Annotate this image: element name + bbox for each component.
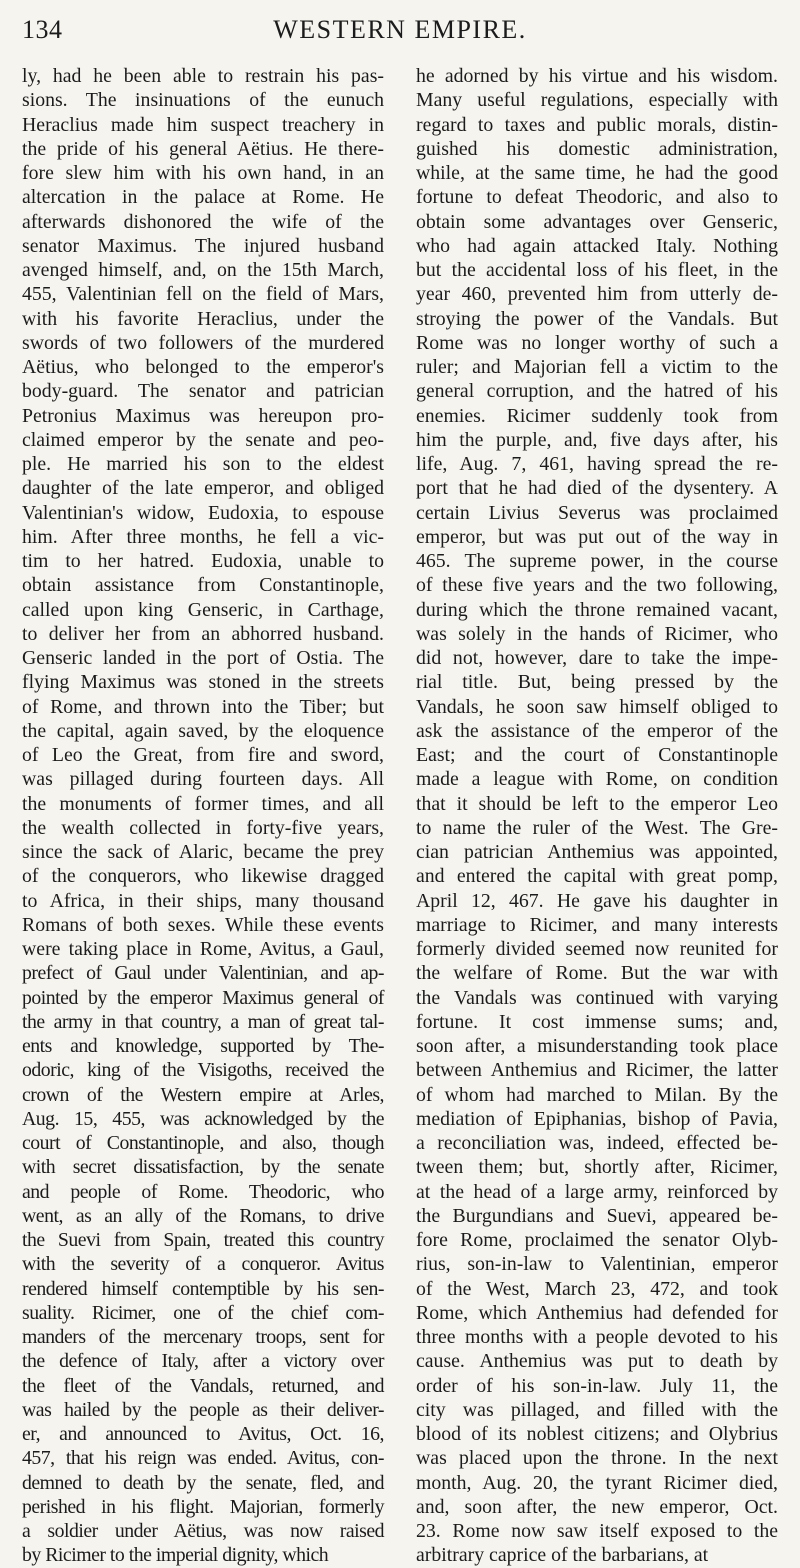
text-line: sions. The insinuations of the eunuch xyxy=(22,89,384,112)
text-line: flying Maximus was stoned in the streets xyxy=(22,671,384,694)
text-line: was placed upon the throne. In the next xyxy=(416,1447,778,1470)
text-line: 465. The supreme power, in the course xyxy=(416,550,778,572)
text-line: the welfare of Rome. But the war with xyxy=(416,962,778,985)
text-line: cause. Anthemius was put to death by xyxy=(416,1350,778,1373)
text-line: and people of Rome. Theodoric, who xyxy=(22,1180,384,1203)
text-line: month, Aug. 20, the tyrant Ricimer died, xyxy=(416,1471,778,1494)
text-line: obtain assistance from Constantinople, xyxy=(22,574,384,597)
running-head: WESTERN EMPIRE. xyxy=(273,15,527,44)
text-line: that it should be left to the emperor Leo xyxy=(416,792,778,815)
text-line: fortune to defeat Theodoric, and also to xyxy=(416,186,778,209)
text-line: fortune. It cost immense sums; and, xyxy=(416,1010,778,1033)
text-line: to Africa, in their ships, many thousand xyxy=(22,889,384,912)
text-line: stroying the power of the Vandals. But xyxy=(416,307,778,330)
text-line: certain Livius Severus was proclaimed xyxy=(416,501,778,524)
text-line: was hailed by the people as their deliver- xyxy=(22,1398,384,1421)
text-line: went, as an ally of the Romans, to drive xyxy=(22,1204,384,1227)
text-line: tween them; but, shortly after, Ricimer, xyxy=(416,1156,778,1179)
text-line: to name the ruler of the West. The Gre- xyxy=(416,816,778,839)
text-line: regard to taxes and public morals, distin- xyxy=(416,113,778,136)
text-line: year 460, prevented him from utterly de- xyxy=(416,283,778,306)
text-line: the Suevi from Spain, treated this country xyxy=(22,1229,384,1251)
text-line: made a league with Rome, on condition xyxy=(416,768,778,791)
text-line: mediation of Epiphanias, bishop of Pavia, xyxy=(416,1107,778,1130)
text-line: crown of the Western empire at Arles, xyxy=(22,1083,384,1106)
text-line: with secret dissatisfaction, by the senate xyxy=(22,1156,384,1179)
text-line: order of his son-in-law. July 11, the xyxy=(416,1374,778,1397)
text-line: ruler; and Majorian fell a victim to the xyxy=(416,356,778,378)
text-line: rius, son-in-law to Valentinian, emperor xyxy=(416,1253,778,1276)
text-line: during which the throne remained vacant, xyxy=(416,598,778,621)
text-line: East; and the court of Constantinople xyxy=(416,744,778,766)
text-line: who had again attacked Italy. Nothing xyxy=(416,234,778,257)
text-line: of these five years and the two following, xyxy=(416,574,778,597)
text-line: and entered the capital with great pomp, xyxy=(416,865,778,888)
text-line: claimed emperor by the senate and peo- xyxy=(22,428,384,451)
text-line: rendered himself contemptible by his sen- xyxy=(22,1277,384,1300)
text-line: Many useful regulations, especially with xyxy=(416,89,778,112)
text-line: Vandals, he soon saw himself obliged to xyxy=(416,695,778,718)
text-line: 23. Rome now saw itself exposed to the xyxy=(416,1520,778,1542)
text-line: court of Constantinople, and also, though xyxy=(22,1132,384,1154)
text-line: of the West, March 23, 472, and took xyxy=(416,1277,778,1300)
text-line: prefect of Gaul under Valentinian, and ap- xyxy=(22,962,384,985)
text-line: daughter of the late emperor, and obliged xyxy=(22,477,384,500)
text-line: of the conquerors, who likewise dragged xyxy=(22,865,384,888)
text-line: the monuments of former times, and all xyxy=(22,792,384,815)
text-line: since the sack of Alaric, became the prey xyxy=(22,841,384,863)
text-line: pointed by the emperor Maximus general of xyxy=(22,986,384,1009)
text-line: cian patrician Anthemius was appointed, xyxy=(416,841,778,863)
text-line: April 12, 467. He gave his daughter in xyxy=(416,889,778,912)
text-line: emperor, but was put out of the way in xyxy=(416,525,778,548)
text-line: with the severity of a conqueror. Avitus xyxy=(22,1253,384,1276)
text-line: 457, that his reign was ended. Avitus, con- xyxy=(22,1447,384,1470)
text-line: the army in that country, a man of great tal- xyxy=(22,1010,384,1033)
text-line: fore slew him with his own hand, in an xyxy=(22,162,384,184)
text-line: manders of the mercenary troops, sent for xyxy=(22,1326,384,1348)
text-line: ents and knowledge, supported by The- xyxy=(22,1035,384,1057)
text-line: but the accidental loss of his fleet, in the xyxy=(416,259,778,281)
text-line: the pride of his general Aëtius. He there- xyxy=(22,137,384,160)
text-line: blood of its noblest citizens; and Olybrius xyxy=(416,1423,778,1445)
text-line: did not, however, dare to take the impe- xyxy=(416,647,778,669)
text-line: guished his domestic administration, xyxy=(416,137,778,160)
text-line: while, at the same time, he had the good xyxy=(416,162,778,184)
text-line: formerly divided seemed now reunited for xyxy=(416,938,778,960)
text-line: the Burgundians and Suevi, appeared be- xyxy=(416,1204,778,1227)
text-line: body-guard. The senator and patrician xyxy=(22,380,384,403)
text-line: avenged himself, and, on the 15th March, xyxy=(22,259,384,281)
left-text-column xyxy=(22,64,384,1567)
text-line: Rome, which Anthemius had defended for xyxy=(416,1301,778,1324)
text-line: suality. Ricimer, one of the chief com- xyxy=(22,1301,384,1324)
text-line: ask the assistance of the emperor of the xyxy=(416,719,778,742)
text-line: altercation in the palace at Rome. He xyxy=(22,186,384,209)
text-line: and, soon after, the new emperor, Oct. xyxy=(416,1495,778,1518)
text-line: city was pillaged, and filled with the xyxy=(416,1398,778,1421)
text-line: Romans of both sexes. While these events xyxy=(22,913,384,936)
text-line: senator Maximus. The injured husband xyxy=(22,234,384,257)
text-line: at the head of a large army, reinforced by xyxy=(416,1180,778,1203)
text-line: him the purple, and, five days after, his xyxy=(416,428,778,451)
text-line: the defence of Italy, after a victory over xyxy=(22,1350,384,1373)
page-header xyxy=(0,0,800,58)
text-line: marriage to Ricimer, and many interests xyxy=(416,913,778,936)
right-text-column xyxy=(416,64,778,1567)
text-line: a soldier under Aëtius, was now raised xyxy=(22,1520,384,1542)
text-line: with his favorite Heraclius, under the xyxy=(22,307,384,330)
text-line: Petronius Maximus was hereupon pro- xyxy=(22,404,384,427)
text-line: Rome was no longer worthy of such a xyxy=(416,331,778,354)
text-line: tim to her hatred. Eudoxia, unable to xyxy=(22,550,384,572)
text-line: were taking place in Rome, Avitus, a Gaul, xyxy=(22,938,384,960)
text-line: odoric, king of the Visigoths, received the xyxy=(22,1059,384,1082)
text-line: of Leo the Great, from fire and sword, xyxy=(22,744,384,766)
text-line: by Ricimer to the imperial dignity, which xyxy=(22,1544,329,1567)
text-line: the wealth collected in forty-five years, xyxy=(22,816,384,839)
text-line: he adorned by his virtue and his wisdom. xyxy=(416,65,778,87)
text-line: the Vandals was continued with varying xyxy=(416,986,778,1009)
text-line: rial title. But, being pressed by the xyxy=(416,671,778,694)
text-line: ly, had he been able to restrain his pas- xyxy=(22,65,384,87)
text-line: was pillaged during fourteen days. All xyxy=(22,768,384,791)
text-line: Aug. 15, 455, was acknowledged by the xyxy=(22,1107,384,1130)
text-line: swords of two followers of the murdered xyxy=(22,331,384,354)
text-line: demned to death by the senate, fled, and xyxy=(22,1471,384,1494)
text-line: called upon king Genseric, in Carthage, xyxy=(22,598,384,621)
text-line: Heraclius made him suspect treachery in xyxy=(22,113,384,136)
page-number: 134 xyxy=(22,15,63,44)
text-line: arbitrary caprice of the barbarians, at xyxy=(416,1544,709,1567)
text-line: enemies. Ricimer suddenly took from xyxy=(416,404,778,427)
text-line: was solely in the hands of Ricimer, who xyxy=(416,622,778,645)
text-line: Genseric landed in the port of Ostia. The xyxy=(22,647,384,669)
text-line: between Anthemius and Ricimer, the latter xyxy=(416,1059,778,1082)
text-line: ple. He married his son to the eldest xyxy=(22,453,384,475)
text-line: of whom had marched to Milan. By the xyxy=(416,1083,778,1106)
text-line: a reconciliation was, indeed, effected be- xyxy=(416,1132,778,1154)
text-line: 455, Valentinian fell on the field of Mars, xyxy=(22,283,384,306)
text-line: Valentinian's widow, Eudoxia, to espouse xyxy=(22,501,384,524)
text-line: three months with a people devoted to his xyxy=(416,1326,778,1348)
text-line: to deliver her from an abhorred husband. xyxy=(22,622,384,645)
text-line: the capital, again saved, by the eloquence xyxy=(22,719,384,742)
text-line: general corruption, and the hatred of his xyxy=(416,380,778,403)
text-line: soon after, a misunderstanding took place xyxy=(416,1035,778,1057)
text-line: the fleet of the Vandals, returned, and xyxy=(22,1374,384,1397)
text-line: Aëtius, who belonged to the emperor's xyxy=(22,356,384,378)
text-line: him. After three months, he fell a vic- xyxy=(22,525,384,548)
text-line: perished in his flight. Majorian, formerly xyxy=(22,1495,384,1518)
text-line: port that he had died of the dysentery. A xyxy=(416,477,778,500)
text-line: er, and announced to Avitus, Oct. 16, xyxy=(22,1423,384,1445)
text-line: obtain some advantages over Genseric, xyxy=(416,210,778,233)
text-line: fore Rome, proclaimed the senator Olyb- xyxy=(416,1229,778,1251)
text-line: afterwards dishonored the wife of the xyxy=(22,210,384,233)
text-line: life, Aug. 7, 461, having spread the re- xyxy=(416,453,778,475)
text-line: of Rome, and thrown into the Tiber; but xyxy=(22,695,384,718)
